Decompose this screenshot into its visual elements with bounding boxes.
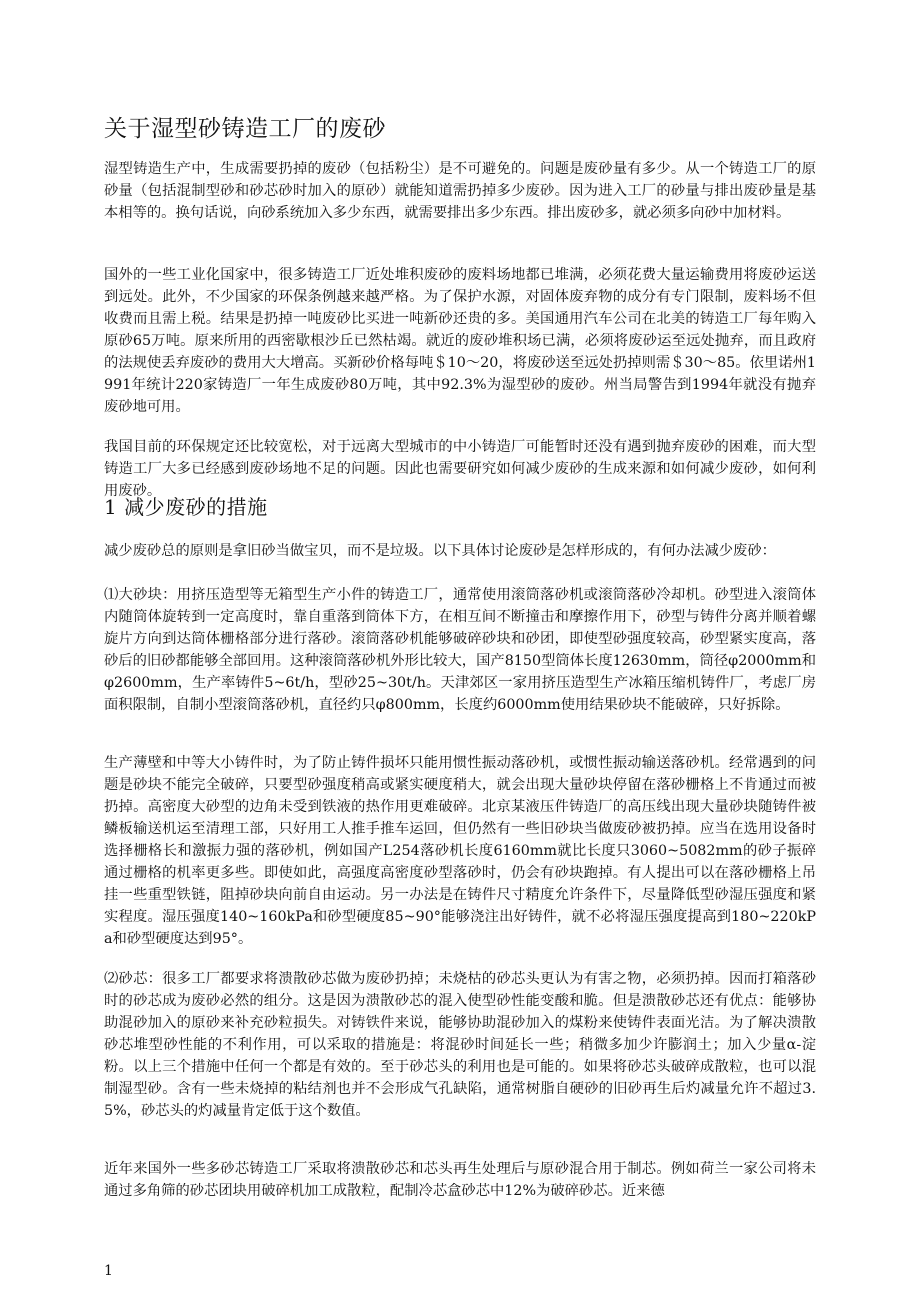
page-number: 1 bbox=[104, 1263, 113, 1279]
paragraph-principle: 减少废砂总的原则是拿旧砂当做宝贝，而不是垃圾。以下具体讨论废砂是怎样形成的，有何办法减少废砂： bbox=[104, 543, 776, 559]
paragraph-thin-wall-castings: 生产薄壁和中等大小铸件时，为了防止铸件损坏只能用惯性振动落砂机，或惯性振动输送落砂机。经常遇到的问题是砂块不能完全破碎，只要型砂强度稍高或紧实硬度稍大，就会出现大量砂块停留在落砂栅格上不肯通过而被扔掉。高密度大砂型的边角未受到铁液的热作用更难破碎。北京某液压件铸造厂的高压线出现大量砂块随铸件被鳞板输送机运至清理工部，只好用工人推手推车运回，但仍然有一些旧砂块当做废砂被扔掉。应当在选用设备时选择栅格长和激振力强的落砂机，例如国产L254落砂机长度6160mm就比长度只3060~5082mm的砂子振碎通过栅格的机率更多些。即使如此，高强度高密度砂型落砂时，仍会有砂块跑掉。有人提出可以在落砂栅格上吊挂一些重型铁链，阻掉砂块向前自由运动。另一办法是在铸件尺寸精度允许条件下，尽量降低型砂湿压强度和紧实程度。湿压强度140~160kPa和砂型硬度85~90°能够浇注出好铸件，就不必将湿压强度提高到180~220kPa和砂型硬度达到95°。 bbox=[104, 755, 816, 947]
paragraph-sand-cores: ⑵砂芯：很多工厂都要求将溃散砂芯做为废砂扔掉；未烧枯的砂芯头更认为有害之物，必须扔掉。因而打箱落砂时的砂芯成为废砂必然的组分。这是因为溃散砂芯的混入使型砂性能变酸和脆。但是溃散砂芯还有优点：能够协助混砂加入的原砂来补充砂粒损失。对铸铁件来说，能够协助混砂加入的煤粉来使铸件表面光洁。为了解决溃散砂芯堆型砂性能的不利作用，可以采取的措施是：将混砂时间延长一些；稍微多加少许膨润土；加入少量α-淀粉。以上三个措施中任何一个都是有效的。至于砂芯头的利用也是可能的。如果将砂芯头破碎成散粒，也可以混制湿型砂。含有一些未烧掉的粘结剂也并不会形成气孔缺陷，通常树脂自硬砂的旧砂再生后灼减量允许不超过3.5%，砂芯头的灼减量肯定低于这个数值。 bbox=[104, 971, 816, 1119]
paragraph-intro: 湿型铸造生产中，生成需要扔掉的废砂（包括粉尘）是不可避免的。问题是废砂量有多少。从一个铸造工厂的原砂量（包括混制型砂和砂芯砂时加入的原砂）就能知道需扔掉多少废砂。因为进入工厂的砂量与排出废砂量是基本相等的。换句话说，向砂系统加入多少东西，就需要排出多少东西。排出废砂多，就必须多向砂中加材料。 bbox=[104, 161, 816, 221]
paragraph-recent-practice: 近年来国外一些多砂芯铸造工厂采取将溃散砂芯和芯头再生处理后与原砂混合用于制芯。例如荷兰一家公司将未通过多角筛的砂芯团块用破碎机加工成散粒，配制冷芯盒砂芯中12%为破碎砂芯。近来德 bbox=[104, 1161, 816, 1199]
section-heading: 1 减少废砂的措施 bbox=[104, 495, 268, 519]
paragraph-china: 我国目前的环保规定还比较宽松，对于远离大型城市的中小铸造厂可能暂时还没有遇到抛弃废砂的困难，而大型铸造工厂大多已经感到废砂场地不足的问题。因此也需要研究如何减少废砂的生成来源和如何减少废砂，如何利用废砂。 bbox=[104, 439, 816, 499]
document-title: 关于湿型砂铸造工厂的废砂 bbox=[104, 116, 386, 142]
paragraph-sand-lumps: ⑴大砂块：用挤压造型等无箱型生产小件的铸造工厂，通常使用滚筒落砂机或滚筒落砂冷却机。砂型进入滚筒体内随筒体旋转到一定高度时，靠自重落到筒体下方，在相互间不断撞击和摩擦作用下，砂型与铸件分离并顺着螺旋片方向到达筒体栅格部分进行落砂。滚筒落砂机能够破碎砂块和砂团，即使型砂强度较高，砂型紧实度高，落砂后的旧砂都能够全部回用。这种滚筒落砂机外形比较大，国产8150型筒体长度12630mm，筒径φ2000mm和φ2600mm，生产率铸件5~6t/h，型砂25~30t/h。天津郊区一家用挤压造型生产冰箱压缩机铸件厂，考虑厂房面积限制，自制小型滚筒落砂机，直径约只φ800mm，长度约6000mm使用结果砂块不能破碎，只好拆除。 bbox=[104, 587, 816, 713]
paragraph-foreign-countries: 国外的一些工业化国家中，很多铸造工厂近处堆积废砂的废料场地都已堆满，必须花费大量运输费用将废砂运送到远处。此外，不少国家的环保条例越来越严格。为了保护水源，对固体废弃物的成分有专门限制，废料场不但收费而且需上税。结果是扔掉一吨废砂比买进一吨新砂还贵的多。美国通用汽车公司在北美的铸造工厂每年购入原砂65万吨。原来所用的西密歇根沙丘已然枯竭。就近的废砂堆积场已满，必须将废砂运至远处抛弃，而且政府的法规使丢弃废砂的费用大大增高。买新砂价格每吨＄10～20，将废砂送至远处扔掉则需＄30～85。依里诺州1991年统计220家铸造厂一年生成废砂80万吨，其中92.3%为湿型砂的废砂。州当局警告到1994年就没有抛弃废砂地可用。 bbox=[104, 267, 816, 415]
